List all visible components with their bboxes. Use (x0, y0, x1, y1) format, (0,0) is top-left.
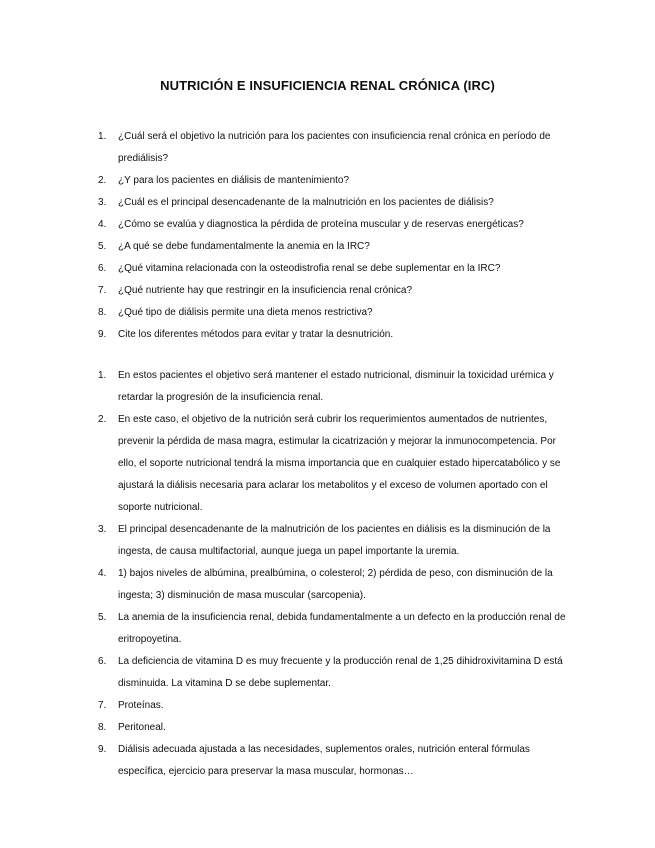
list-item (98, 717, 576, 739)
item-number: 2. (98, 175, 107, 186)
list-item (98, 607, 576, 651)
item-text: El principal desencadenante de la malnutrición de los pacientes en diálisis es la disminución de la ingesta, de causa multifactorial, aunque juega un papel importante la uremia. (118, 524, 551, 557)
item-text: Cite los diferentes métodos para evitar y tratar la desnutrición. (118, 329, 394, 340)
item-text: En este caso, el objetivo de la nutrición será cubrir los requerimientos aumentados de nutrientes, prevenir la pérdida de masa magra, estimular la cicatrización y mejorar la inmunocompetencia. Por ello, el soporte nutricional tendrá la misma importancia que en cualquier estado hipercatabólico y se ajustará la diálisis necesaria para aclarar los metabolitos y el exceso de volumen aportado con el soporte nutricional. (118, 414, 561, 513)
item-number: 3. (98, 524, 107, 535)
list-item (98, 651, 576, 695)
item-number: 3. (98, 197, 107, 208)
list-item (98, 739, 576, 783)
item-text: Peritoneal. (118, 722, 166, 733)
list-item (98, 409, 576, 519)
item-text: ¿Qué nutriente hay que restringir en la insuficiencia renal crónica? (118, 285, 413, 296)
list-item (98, 170, 576, 192)
item-number: 7. (98, 285, 107, 296)
item-text: ¿Y para los pacientes en diálisis de mantenimiento? (118, 175, 350, 186)
item-number: 7. (98, 700, 107, 711)
list-item (98, 192, 576, 214)
item-number: 4. (98, 219, 107, 230)
item-number: 9. (98, 744, 107, 755)
list-item (98, 126, 576, 170)
item-number: 8. (98, 307, 107, 318)
item-number: 1. (98, 131, 107, 142)
item-text: ¿Qué vitamina relacionada con la osteodistrofia renal se debe suplementar en la IRC? (118, 263, 501, 274)
questions-list (98, 126, 576, 346)
list-item (98, 236, 576, 258)
item-number: 5. (98, 241, 107, 252)
item-text: ¿Cuál es el principal desencadenante de la malnutrición en los pacientes de diálisis? (118, 197, 494, 208)
item-text: La anemia de la insuficiencia renal, debida fundamentalmente a un defecto en la producción renal de eritropoyetina. (118, 612, 566, 645)
item-text: La deficiencia de vitamina D es muy frecuente y la producción renal de 1,25 dihidroxivitamina D está disminuida. La vitamina D se debe suplementar. (118, 656, 563, 689)
list-item (98, 280, 576, 302)
item-number: 4. (98, 568, 107, 579)
item-text: Diálisis adecuada ajustada a las necesidades, suplementos orales, nutrición enteral fórmulas específica, ejercicio para preservar la masa muscular, hormonas… (118, 744, 530, 777)
item-number: 5. (98, 612, 107, 623)
item-number: 9. (98, 329, 107, 340)
item-text: Proteínas. (118, 700, 164, 711)
item-number: 1. (98, 370, 107, 381)
item-text: ¿Cómo se evalúa y diagnostica la pérdida de proteína muscular y de reservas energéticas? (118, 219, 524, 230)
list-item (98, 695, 576, 717)
item-text: ¿A qué se debe fundamentalmente la anemia en la IRC? (118, 241, 370, 252)
item-number: 6. (98, 656, 107, 667)
item-number: 8. (98, 722, 107, 733)
list-item (98, 302, 576, 324)
list-item (98, 519, 576, 563)
list-item (98, 214, 576, 236)
item-text: En estos pacientes el objetivo será mantener el estado nutricional, disminuir la toxicidad urémica y retardar la progresión de la insuficiencia renal. (118, 370, 554, 403)
list-item (98, 365, 576, 409)
item-number: 2. (98, 414, 107, 425)
item-text: ¿Qué tipo de diálisis permite una dieta menos restrictiva? (118, 307, 373, 318)
item-text: ¿Cuál será el objetivo la nutrición para los pacientes con insuficiencia renal crónica en período de prediálisis? (118, 131, 551, 164)
item-number: 6. (98, 263, 107, 274)
item-text: 1) bajos niveles de albúmina, prealbúmina, o colesterol; 2) pérdida de peso, con disminución de la ingesta; 3) disminución de masa muscular (sarcopenia). (118, 568, 553, 601)
list-item (98, 258, 576, 280)
answers-list (98, 365, 576, 783)
list-item (98, 563, 576, 607)
page-title: NUTRICIÓN E INSUFICIENCIA RENAL CRÓNICA (IRC) (160, 78, 495, 93)
list-item (98, 324, 576, 346)
